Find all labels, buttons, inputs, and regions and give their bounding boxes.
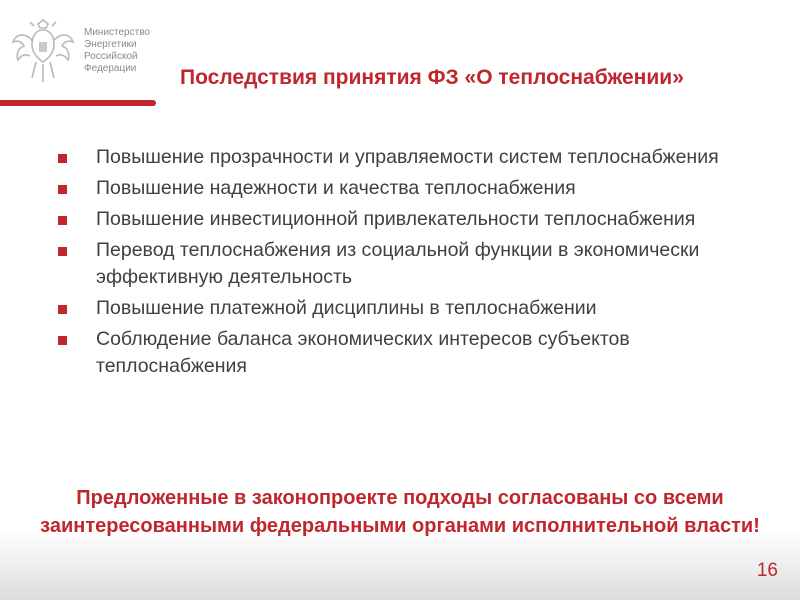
square-bullet-icon <box>58 154 67 163</box>
ministry-line: Министерство <box>84 27 150 38</box>
list-item <box>58 206 778 233</box>
header-divider <box>0 100 156 106</box>
conclusion-text: Предложенные в законопроекте подходы согласованы со всеми заинтересованными федеральными органами исполнительной власти! <box>40 487 760 537</box>
ministry-line: Российской <box>84 51 138 62</box>
square-bullet-icon <box>58 185 67 194</box>
ministry-line: Федерации <box>84 63 137 74</box>
bullet-text: Повышение прозрачности и управляемости систем теплоснабжения <box>96 146 719 168</box>
list-item <box>58 144 778 171</box>
square-bullet-icon <box>58 247 67 256</box>
square-bullet-icon <box>58 305 67 314</box>
slide-title: Последствия принятия ФЗ «О теплоснабжении» <box>180 66 684 89</box>
page-number: 16 <box>756 560 778 581</box>
square-bullet-icon <box>58 336 67 345</box>
bullet-text: Повышение инвестиционной привлекательности теплоснабжения <box>96 208 696 230</box>
list-item <box>58 295 778 322</box>
bullet-text: Повышение платежной дисциплины в теплоснабжении <box>96 297 597 319</box>
double-headed-eagle-icon <box>10 18 76 88</box>
list-item <box>58 237 778 291</box>
list-item <box>58 326 778 380</box>
list-item <box>58 175 778 202</box>
square-bullet-icon <box>58 216 67 225</box>
bullet-text: Повышение надежности и качества теплоснабжения <box>96 177 576 199</box>
bullet-text: Соблюдение баланса экономических интересов субъектов теплоснабжения <box>96 328 630 377</box>
ministry-name <box>84 27 150 75</box>
ministry-line: Энергетики <box>84 39 137 50</box>
bullet-list <box>58 144 778 384</box>
bullet-text: Перевод теплоснабжения из социальной функции в экономически эффективную деятельность <box>96 239 700 288</box>
